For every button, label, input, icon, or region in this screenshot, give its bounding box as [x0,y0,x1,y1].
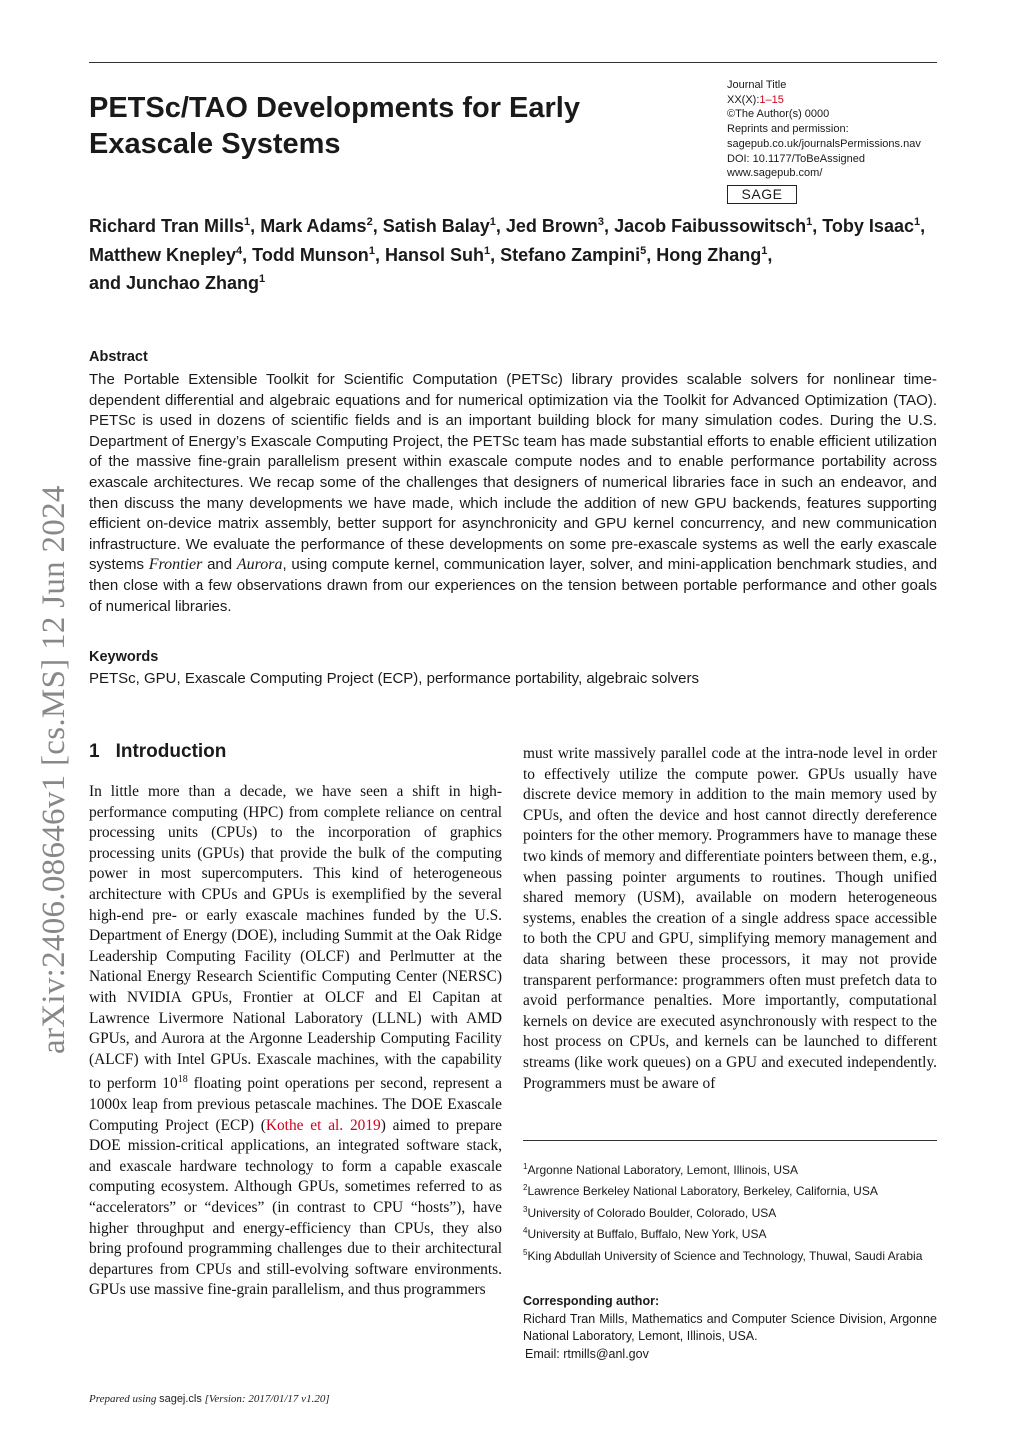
system-aurora: Aurora [236,556,283,574]
author: Toby Isaac$^1$ [822,216,921,236]
corresponding-text: Richard Tran Mills, Mathematics and Computer Science Division, Argonne National Laboratory, Lemont, Illinois, USA. [523,1312,937,1344]
author: Stefano Zampini$^5$ [500,244,647,265]
intro-right-column: must write massively parallel code at the intra-node level in order to effectively utilize the compute power. GPUs usually have discrete device memory in addition to the main memory used by CPUs, and often the device and host cannot directly dereference pointers for the other memory. Programmers have to manage these two kinds of memory and differentiate pointers between them, e.g., when passing pointer arguments to routines. Though unified shared memory (USM), available on modern heterogeneous systems, enables the creation of a single address space accessible to both the CPU and GPU, simplifying memory management and data sharing between these processors, it may not provide transparent performance: programmers often must prefetch data to avoid performance penalties. More importantly, computational kernels on device are executed asynchronously with respect to the host process on CPUs, and kernels can be launched to different streams (like work queues) on a GPU and executed independently. Programmers must be aware of [523,745,937,1092]
author: Hansol Suh$^1$ [384,244,491,265]
top-rule [89,62,937,63]
corresponding-heading: Corresponding author: [523,1294,660,1308]
affiliation: $^4$University at Buffalo, Buffalo, New York, USA [523,1226,767,1242]
author: Jacob Faibussowitsch$^1$ [614,216,813,236]
author: Matthew Knepley$^4$ [89,244,243,265]
email-link[interactable]: Email: rtmills@anl.gov [525,1347,649,1361]
journal-reprints: Reprints and permission: [727,123,849,136]
sage-logo: SAGE [727,185,797,204]
affiliation: $^2$Lawrence Berkeley National Laboratory, Berkeley, California, USA [523,1183,878,1199]
title-line-2: Exascale Systems [89,128,341,160]
citation-link[interactable]: Kothe et al. 2019 [265,1116,381,1134]
affiliations [523,1158,937,1265]
affiliation: $^1$Argonne National Laboratory, Lemont, Illinois, USA [523,1162,799,1177]
affiliation: $^5$King Abdullah University of Science and Technology, Thuwal, Saudi Arabia [523,1247,923,1263]
journal-info [727,78,947,181]
author: Junchao Zhang$^1$ [126,273,266,293]
author: Satish Balay$^1$ [382,216,496,236]
prepared-footer: Prepared using sagej.cls [Version: 2017/01/17 v1.20] [89,1393,330,1405]
abstract-text: The Portable Extensible Toolkit for Scientific Computation (PETSc) library provides scalable solvers for nonlinear time-dependent differential and algebraic equations and for numerical optimization via the Toolkit for Advanced Optimization (TAO). PETSc is used in dozens of scientific fields and is an important building block for many simulation codes. During the U.S. Department of Energy’s Exascale Computing Project, the PETSc team has made substantial efforts to enable efficient utilization of the massive fine-grain parallelism present within exascale compute nodes and to enable performance portability across exascale architectures. We recap some of the challenges that designers of numerical libraries face in such an endeavor, and then discuss the many developments we have made, which include the addition of new GPU backends, features supporting efficient on-device matrix assembly, better support for asynchronicity and GPU kernel concurrency, and new communication infrastructure. We evaluate the performance of these developments on some pre-exascale systems as well the early exascale systems Frontier and Aurora, using compute kernel, communication layer, solver, and mini-application benchmark studies, and then close with a few observations drawn from our experiences on the tension between portable performance and other goals of numerical libraries. [89,371,938,615]
keywords-text: PETSc, GPU, Exascale Computing Project (ECP), performance portability, algebraic solvers [89,670,699,687]
author: Hong Zhang$^1$ [656,244,768,265]
journal-volume: XX(X):1–15 [727,93,784,106]
section-heading [89,741,226,763]
abstract-heading: Abstract [89,349,148,365]
footnote-rule [523,1140,937,1141]
journal-reprints-url: sagepub.co.uk/journalsPermissions.nav [727,137,921,150]
author: Mark Adams$^2$ [260,216,373,236]
system-frontier: Frontier [148,556,203,574]
affiliation: $^3$University of Colorado Boulder, Colorado, USA [523,1204,777,1220]
paper-title [89,90,649,162]
journal-site: www.sagepub.com/ [727,167,823,180]
author: Jed Brown$^3$ [505,216,605,236]
intro-left-column: In little more than a decade, we have seen a shift in high-performance computing (HPC) from complete reliance on central processing units (CPUs) to the incorporation of graphics processing units (GPUs) that provide the bulk of the computing power in most supercomputers. This kind of heterogeneous architecture with CPUs and GPUs is exemplified by the several high-end pre- or early exascale machines funded by the U.S. Department of Energy (DOE), including Summit at the Oak Ridge Leadership Computing Facility (OLCF) and Perlmutter at the National Energy Research Scientific Computing Center (NERSC) with NVIDIA GPUs, Frontier at OLCF and El Capitan at Lawrence Livermore National Laboratory (LLNL) with AMD GPUs, and Aurora at the Argonne Leadership Computing Facility (ALCF) with Intel GPUs. Exascale machines, with the capability to perform $10^{18}$ floating point operations per second, represent a 1000x leap from previous petascale machines. The DOE Exascale Computing Project (ECP) (Kothe et al. 2019) aimed to prepare DOE mission-critical applications, an integrated software stack, and exascale hardware technology to form a capable exascale computing ecosystem. Although GPUs, sometimes referred to as “accelerators” or “devices” (in contrast to CPU “hosts”), have higher throughput and energy-efficiency than CPUs, they also bring profound programming challenges due to their architectural departures from CPUs and still-evolving software environments. GPUs use massive fine-grain parallelism, and thus programmers [89,783,502,1299]
section-number: 1 [89,741,100,762]
author: Richard Tran Mills$^1$ [89,216,251,236]
section-title: Introduction [115,741,227,762]
journal-copyright: ©The Author(s) 0000 [727,108,830,121]
journal-title: Journal Title [727,79,787,91]
keywords-heading: Keywords [89,649,159,665]
arxiv-stamp: arXiv:2406.08646v1 [cs.MS] 12 Jun 2024 [36,485,72,1054]
page-range-link[interactable]: 1–15 [759,93,784,106]
author: Todd Munson$^1$ [252,244,375,265]
author-list: Richard Tran Mills$^1$, Mark Adams$^2$, Satish Balay$^1$, Jed Brown$^3$, Jacob Faibussowitsch$^1$, Toby Isaac$^1$, Matthew Knepley$^4$, Todd Munson$^1$, Hansol Suh$^1$, Stefano Zampini$^5$, Hong Zhang$^1$, and Junchao Zhang$^1$ [89,216,926,293]
journal-doi: DOI: 10.1177/ToBeAssigned [727,152,865,165]
title-line-1: PETSc/TAO Developments for Early [89,92,580,124]
